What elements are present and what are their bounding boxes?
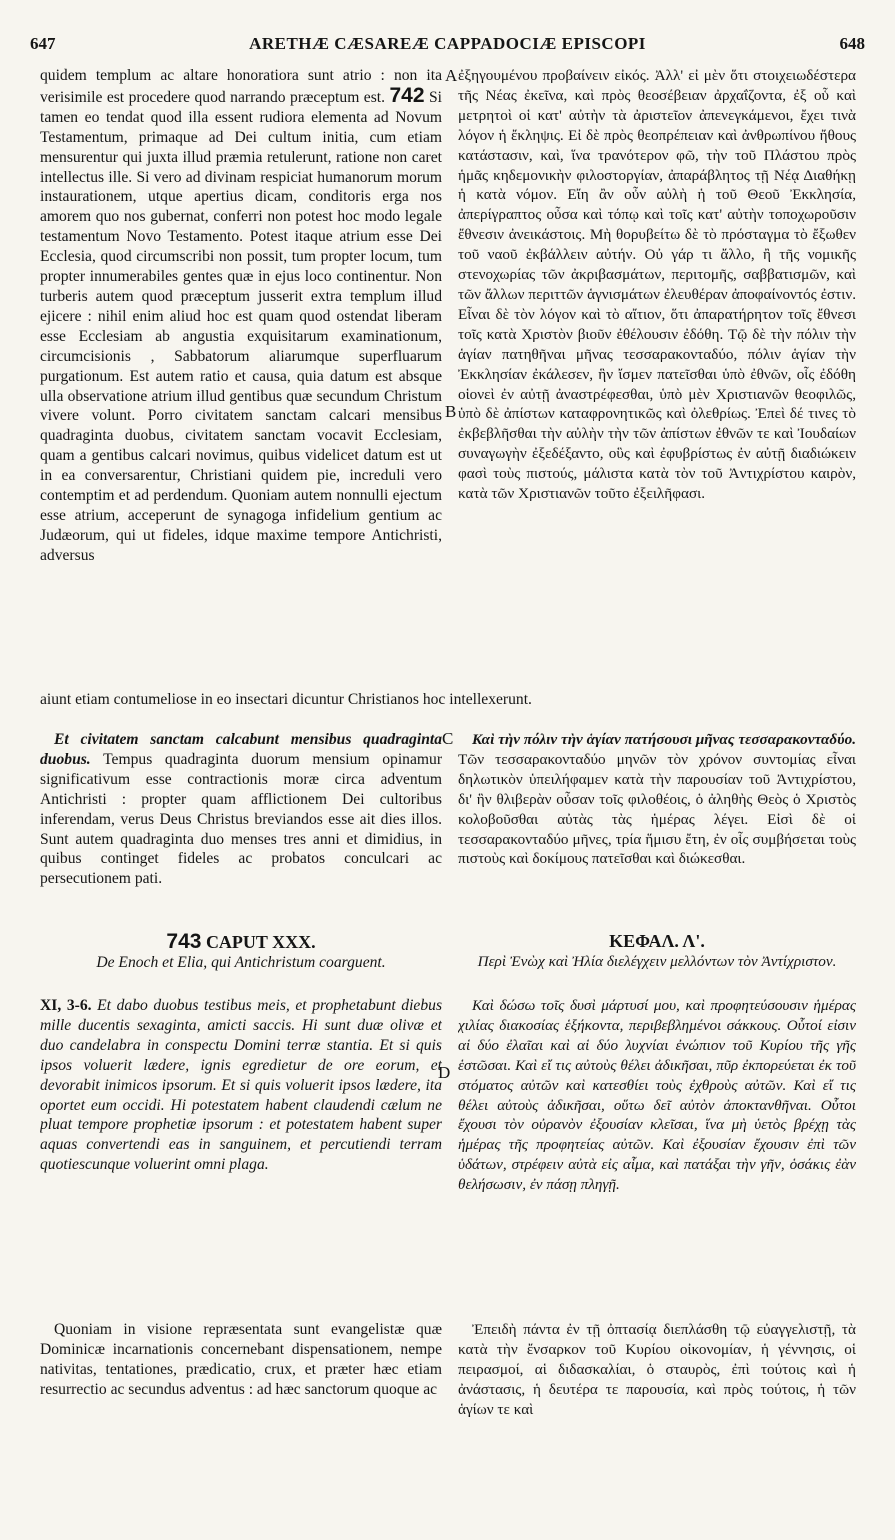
latin-paragraph-2 <box>40 730 442 889</box>
greek-column-lemma <box>458 730 856 928</box>
scripture-reference: XI, 3-6. <box>40 997 92 1014</box>
greek-paragraph-1: ἐξηγουμένου προβαίνειν εἰκός. Ἀλλ' εἰ μὲν ὅτι στοιχειωδέστερα τῆς Νέας ἐκεῖνα, καὶ πρὸς θεοσέβειαν ἀρχαΐζοντα, ἐξ οὗ καὶ μετρητοὶ οἱ κατ' αὐτὴν τὰ ἀριστεῖον ἀπενεγκάμενοι, ἔχει τινὰ λόγον ἡ ἔκληψις. Εἰ δὲ πρὸς θεοπρέπειαν καὶ ἀνθρωπίνου ἤθους κατάστασιν, καὶ, ἵνα τρανότερον φῶ, τὴν τοῦ Πλάστου πρὸς ἡμᾶς κηδεμονικὴν φιλοστοργίαν, ἀπαράβλητος τῇ Νέᾳ Διαθήκῃ ἡ κατὰ νόμον. Εἴη ἂν οὖν αὐλὴ ἡ τοῦ Θεοῦ Ἐκκλησία, ἀπερίγραπτος οὖσα καὶ τόπῳ καὶ τοῖς κατ' αὐτὴν τοποχωροῦσιν ἔθνεσιν ἀνεικάστοις. Μὴ θορυβείτω δὲ τὸ πρόσταγμα τὸ ἔξωθεν τοῦ ναοῦ ἐκβάλλειν αὐτήν. Οὐ γάρ τι ἄλλο, ἢ τῆς νομικῆς στενοχωρίας τῶν ἀκριβασμάτων, περιτομῆς, σαββατισμῶν, καὶ τῶν ἄλλων περιττῶν ἁγνισμάτων ἐλευθέραν ἀποφαίνοντός ἐστιν. Εἶναι δὲ τὸν λόγον καὶ τὸ αἴτιον, ὅτι ἀπαρατήρητον τοῖς ἔθνεσι τοῖς κατὰ Χριστὸν βιοῦν ἐθέλουσιν ἐδόθη. Τῷ δὲ τὴν πόλιν τὴν ἁγίαν πατηθῆναι μῆνας τεσσαρακονταδύο, πόλιν ἁγίαν τὴν Ἐκκλησίαν ἐκάλεσεν, ἣν ἴσμεν πατεῖσθαι ὑπὸ ἐθνῶν, οἷς ἐδόθη οἱονεὶ ἐν αὐτῇ ἀναστρέφεσθαι, ὑπὸ μὲν Χριστιανῶν θεοφιλῶς, ὑπὸ δὲ ἀπίστων καταφρονητικῶς καὶ ὀλεθρίως. Ἐπεὶ δέ τινες τὸ ἐκβεβλῆσθαι τὴν αὐλὴν τὴν τῶν ἀπίστων ἐθνῶν τε καὶ Ἰουδαίων συναγωγὴν ἐξεδέξαντο, οὓς καὶ ἐφυβρίστως ἐν αὐτῇ διαδιώκειν φασὶ τοὺς πιστούς, μάλιστα κατὰ τὸν τοῦ Ἀντιχρίστου καιρὸν, κατὰ τῶν Χριστιανῶν τοῦτο ἐξειλῆφασι. <box>458 67 856 503</box>
latin-column-upper <box>40 66 442 686</box>
latin-chapter-heading <box>40 932 442 973</box>
greek-chapter-subtitle: Περὶ Ἐνὼχ καὶ Ἠλία διελέγχειν μελλόντων τὸν Ἀντίχριστον. <box>477 952 837 970</box>
greek-column-upper <box>458 66 856 686</box>
greek-paragraph-3: Καὶ δώσω τοῖς δυσὶ μάρτυσί μου, καὶ προφητεύσουσιν ἡμέρας χιλίας διακοσίας ἑξήκοντα, περιβεβλημένοι σάκκους. Οὗτοί εἰσιν αἱ δύο ἐλαῖαι καὶ αἱ δύο λυχνίαι ἐνώπιον τοῦ Κυρίου τῆς γῆς ἑστῶσαι. Καὶ εἴ τις αὐτοὺς θέλει ἀδικῆσαι, πῦρ ἐκπορεύεται ἐκ τοῦ στόματος αὐτῶν καὶ κατεσθίει τοὺς ἐχθροὺς αὐτῶν. Καὶ εἴ τις θέλει αὐτοὺς ἀδικῆσαι, οὕτω δεῖ αὐτὸν ἀποκτανθῆναι. Οὗτοι ἔχουσι τὸν οὐρανὸν ἐξουσίαν κλεῖσαι, ἵνα μὴ ὑετὸς βρέχῃ τὰς ἡμέρας τῆς προφητείας αὐτῶν. Καὶ ἐξουσίαν ἔχουσιν ἐπὶ τῶν ὑδάτων, στρέφειν αὐτὰ εἰς αἷμα, καὶ πατάξαι τὴν γῆν, ὁσάκις ἐὰν θελήσωσιν, ἐν πάσῃ πληγῇ. <box>458 997 856 1194</box>
running-title: ARETHÆ CÆSAREÆ CAPPADOCIÆ EPISCOPI <box>249 34 646 53</box>
section-marker-c: C <box>442 729 454 748</box>
greek-chapter-title: ΚΕΦΑΛ. Λ'. <box>609 931 705 951</box>
latin-paragraph-4: Quoniam in visione repræsentata sunt evangelistæ quæ Dominicæ incarnationis concernebant dispensationem, nempe nativitas, tentationes, prædicatio, crux, et præter hæc etiam resurrectio ac secundus adventus : ad hæc sanctorum quoque ac <box>40 1321 442 1398</box>
fullwidth-line: aiunt etiam contumeliose in eo insectari dicuntur Christianos hoc intellexerunt. <box>40 691 532 708</box>
running-header <box>30 34 865 56</box>
greek-paragraph-2 <box>458 730 856 869</box>
latin-chapter-title: CAPUT XXX. <box>205 932 316 952</box>
section-marker-b: B <box>445 402 457 421</box>
latin-lemma: Et civitatem sanctam calcabunt mensibus quadraginta duobus. <box>40 731 442 768</box>
column-number-743: 743 <box>166 930 202 953</box>
section-marker-a: A <box>445 66 458 85</box>
latin-text-3: Et dabo duobus testibus meis, et prophetabunt diebus mille ducentis sexaginta, amicti saccis. Hi sunt duæ olivæ et duo candelabra in conspectu Domini terræ stantia. Et si quis ipsos voluerit lædere, ignis egredietur de ore eorum, et devorabit inimicos ipsorum. Et si quis voluerit ipsos lædere, ita oportet eum occidi. Hi potestatem habent claudendi cælum ne pluat tempore prophetiæ ipsorum : et potestatem habent super aquas convertendi eas in sanguinem, et percutiendi terram quotiescunque voluerint omni plaga. <box>40 997 442 1174</box>
latin-chapter-subtitle: De Enoch et Elia, qui Antichristum coarguent. <box>96 953 386 971</box>
section-marker-d: D <box>438 1063 451 1082</box>
page-number-right: 648 <box>839 34 865 53</box>
greek-chapter-heading <box>458 932 856 972</box>
latin-paragraph-3 <box>40 996 442 1175</box>
column-number-742: 742 <box>389 83 425 107</box>
latin-text-1a: quidem templum ac altare honoratiora sunt atrio : non ita verisimile est procedere quod narrando præceptum est. <box>40 67 442 106</box>
latin-chapter-title-line <box>40 932 442 953</box>
greek-lemma: Καὶ τὴν πόλιν τὴν ἁγίαν πατήσουσι μῆνας τεσσαρακονταδύο. <box>472 731 856 748</box>
latin-text-2: Tempus quadraginta duorum mensium opinamur significativum esse contractionis moræ circa adventum Antichristi : propter quam afflictionem Dei cultoribus inferendam, verus Deus Christus breviandos esse ait dies illos. Sunt autem quadraginta duo menses tres anni et dimidius, in quibus continget fideles ac probatos conculcari ac persecutionem pati. <box>40 750 442 888</box>
greek-scripture <box>458 996 856 1296</box>
greek-column-lower <box>458 1320 856 1442</box>
greek-text-2: Τῶν τεσσαρακονταδύο μηνῶν τὸν χρόνον συντομίας εἶναι δηλωτικὸν ὑπειλήφαμεν κατὰ τὴν παρουσίαν τοῦ Ἀντιχρίστου, δι' ἣν θλιβερὰν οὖσαν τοῖς φιλοθέοις, ὁ ἀληθὴς Θεὸς ὁ Χριστὸς κολοβοῦσθαι αὐτὰς τὰς ἡμέρας λέγει. Εἰσὶ δὲ οἱ τεσσαρακονταδύο μῆνες, τρία ἥμισυ ἔτη, ἐν οἷς συμβήσεται τοὺς πιστοὺς καὶ δοκίμους πατεῖσθαι καὶ διώκεσθαι. <box>458 750 856 868</box>
page-number-left: 647 <box>30 34 56 53</box>
latin-scripture <box>40 996 442 1280</box>
latin-column-lower <box>40 1320 442 1442</box>
latin-column-lemma <box>40 730 442 928</box>
latin-paragraph-1 <box>40 66 442 566</box>
latin-text-1b: Si tamen eo tendat quod illa essent rudiora elementa ad Novum Testamentum, primaque ad Dei cultum initia, cum etiam mensurentur qui juxta illud præmia retulerunt, ratione non caret intellectus ille. Si vero ad divinam respiciat humanorum morum instaurationem, utque apertius dicam, conditoris erga nos amorem quo nos gubernat, conferri non potest hoc modo legale testamentum Novo Testamento. Potest itaque atrium esse Dei Ecclesia, quod circumscribi non possit, tum propter locum, tum propter innumerabiles gentes quæ in ejus loco continentur. Non turberis autem quod præceptum jusserit extra templum illud ejicere : nihil enim aliud hoc est quam quod ostendat liberam esse Ecclesiam ab angustia exquisitarum examinationum, circumcisionis , Sabbatorum aliarumque superfluarum purgationum. Est autem ratio et causa, quia datum est absque ulla observatione atrium illud gentibus quæ secundum Christum vivere volunt. Porro civitatem sanctam calcari mensibus quadraginta duobus, civitatem sanctam vocavit Ecclesiam, quam a gentibus calcari novimus, quibus videlicet datum est ut in ea conversarentur, Christiani quidem pie, increduli vero contemptim et ad perdendum. Quoniam autem nonnulli ejectum esse atrium, acceperunt de synagoga infidelium gentium ac Judæorum, qui ut fideles, idque maxime tempore Antichristi, adversus <box>40 88 442 564</box>
greek-paragraph-4: Ἐπειδὴ πάντα ἐν τῇ ὀπτασίᾳ διεπλάσθη τῷ εὐαγγελιστῇ, τὰ κατὰ τὴν ἔνσαρκον τοῦ Κυρίου οἰκονομίαν, ἡ γέννησις, οἱ πειρασμοί, αἱ διδασκαλίαι, ὁ σταυρὸς, ἐπὶ τούτοις καὶ ἡ ἀνάστασις, ἡ δευτέρα τε παρουσία, καὶ πρὸς τούτοις, ἡ τῶν ἁγίων τε καὶ <box>458 1321 856 1418</box>
